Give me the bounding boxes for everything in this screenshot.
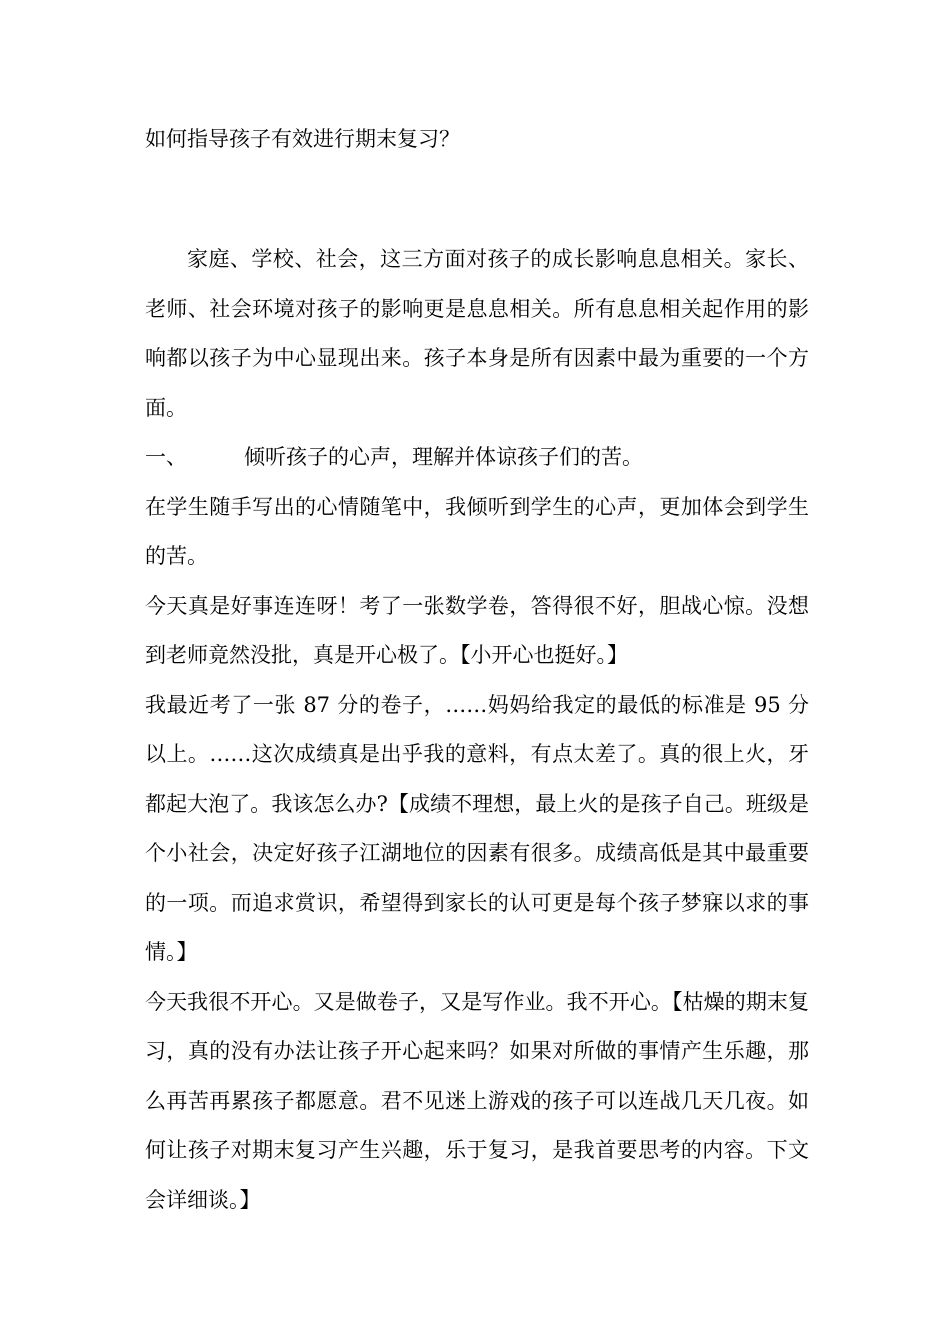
blank-line <box>145 159 809 235</box>
paragraph-observation: 在学生随手写出的心情随笔中，我倾听到学生的心声，更加体会到学生的苦。 <box>145 494 809 568</box>
section-heading <box>145 433 809 483</box>
document-title: 如何指导孩子有效进行期末复习？ <box>145 127 460 151</box>
document-body <box>145 120 809 1225</box>
section-heading-text: 倾听孩子的心声，理解并体谅孩子们的苦。 <box>244 445 643 469</box>
paragraph-diary-1: 今天真是好事连连呀！考了一张数学卷，答得很不好，胆战心惊。没想到老师竟然没批，真是开心极了。【小开心也挺好。】 <box>145 593 809 667</box>
paragraph-diary-2: 我最近考了一张 87 分的卷子，……妈妈给我定的最低的标准是 95 分以上。……这次成绩真是出乎我的意料，有点太差了。真的很上火，牙都起大泡了。我该怎么办?【成绩不理想，最上火的是孩子自己。班级是个小社会，决定好孩子江湖地位的因素有很多。成绩高低是其中最重要的一项。而追求赏识，希望得到家长的认可更是每个孩子梦寐以求的事情。】 <box>145 692 809 964</box>
paragraph-diary-3: 今天我很不开心。又是做卷子，又是写作业。我不开心。【枯燥的期末复习，真的没有办法让孩子开心起来吗？如果对所做的事情产生乐趣，那么再苦再累孩子都愿意。君不见迷上游戏的孩子可以连战几天几夜。如何让孩子对期末复习产生兴趣，乐于复习，是我首要思考的内容。下文会详细谈。】 <box>145 989 809 1212</box>
section-number: 一、 <box>145 445 187 469</box>
intro-paragraph: 家庭、学校、社会，这三方面对孩子的成长影响息息相关。家长、老师、社会环境对孩子的影响更是息息相关。所有息息相关起作用的影响都以孩子为中心显现出来。孩子本身是所有因素中最为重要的一个方面。 <box>145 247 809 420</box>
